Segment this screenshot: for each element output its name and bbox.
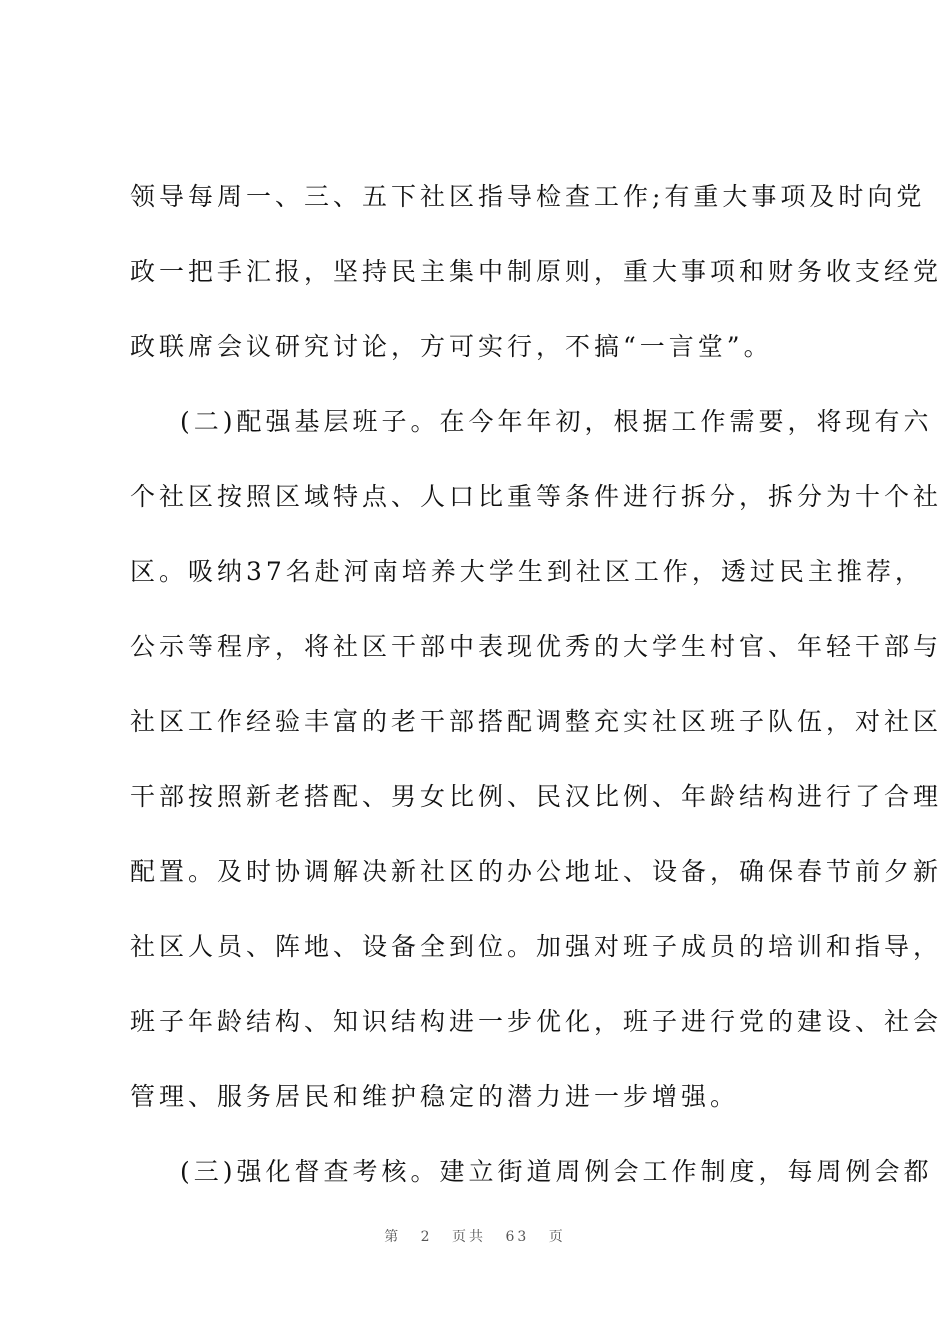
text-line-8: 社区工作经验丰富的老干部搭配调整充实社区班子队伍，对社区 <box>130 707 943 736</box>
text-line-13: 管理、服务居民和维护稳定的潜力进一步增强。 <box>130 1082 740 1111</box>
footer-label-of: 页共 <box>452 1229 487 1245</box>
section-heading-3: (三)强化督查考核。建立街道周例会工作制度，每周例会都 <box>180 1157 933 1186</box>
page-footer <box>0 1226 950 1246</box>
text-line-3: 政联席会议研究讨论，方可实行，不搞“一言堂”。 <box>130 332 773 361</box>
footer-label-end: 页 <box>548 1229 566 1245</box>
text-line-5: 个社区按照区域特点、人口比重等条件进行拆分，拆分为十个社 <box>130 482 943 511</box>
text-line-2: 政一把手汇报，坚持民主集中制原则，重大事项和财务收支经党 <box>130 257 943 286</box>
section-heading-2: (二)配强基层班子。在今年年初，根据工作需要，将现有六 <box>180 407 933 436</box>
text-line-10: 配置。及时协调解决新社区的办公地址、设备，确保春节前夕新 <box>130 857 943 886</box>
footer-total-pages: 63 <box>505 1229 530 1245</box>
text-line-6: 区。吸纳37名赴河南培养大学生到社区工作，透过民主推荐， <box>130 557 924 586</box>
footer-label-page: 第 <box>384 1229 402 1245</box>
text-line-12: 班子年龄结构、知识结构进一步优化，班子进行党的建设、社会 <box>130 1007 943 1036</box>
text-line-11: 社区人员、阵地、设备全到位。加强对班子成员的培训和指导， <box>130 932 943 961</box>
text-line-9: 干部按照新老搭配、男女比例、民汉比例、年龄结构进行了合理 <box>130 782 943 811</box>
footer-current-page: 2 <box>420 1229 433 1245</box>
text-line-1: 领导每周一、三、五下社区指导检查工作;有重大事项及时向党 <box>130 182 926 211</box>
text-line-7: 公示等程序，将社区干部中表现优秀的大学生村官、年轻干部与 <box>130 632 943 661</box>
